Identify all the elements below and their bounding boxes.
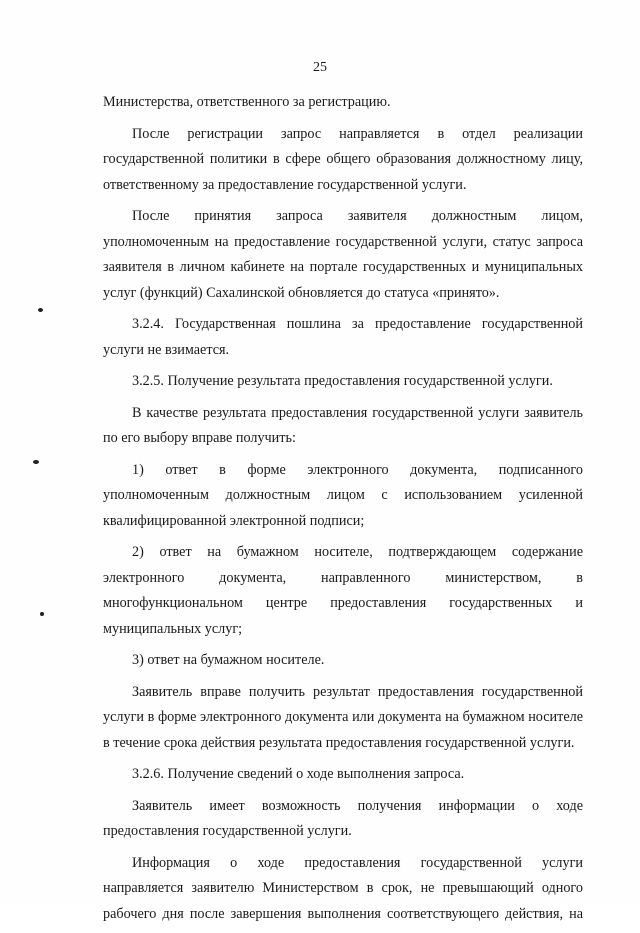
text-line: электронного документа, направленного министерством, в: [103, 569, 583, 586]
text-line: муниципальных услуг;: [103, 620, 243, 637]
text-line: 3) ответ на бумажном носителе.: [132, 652, 325, 668]
text-line: В качестве результата предоставления государственной услуги заявитель: [132, 404, 583, 421]
paragraph: [103, 851, 583, 928]
text-line: уполномоченным должностным лицом с использованием усиленной: [103, 487, 583, 503]
text-line: рабочего дня после завершения выполнения соответствующего действия, на: [103, 905, 583, 922]
scan-speck: [40, 612, 44, 616]
page-number: 25: [313, 60, 327, 75]
text-line: 2) ответ на бумажном носителе, подтверждающем содержание: [132, 544, 583, 560]
scan-speck: [38, 308, 43, 312]
text-line: предоставления государственной услуги.: [103, 823, 352, 839]
text-line: квалифицированной электронной подписи;: [103, 512, 365, 529]
paragraph: [103, 458, 583, 535]
paragraph: [103, 680, 583, 757]
paragraph: [103, 762, 583, 788]
text-line: 3.2.5. Получение результата предоставления государственной услуги.: [132, 373, 553, 389]
text-line: 1) ответ в форме электронного документа, подписанного: [132, 461, 583, 478]
text-line: по его выбору вправе получить:: [103, 430, 296, 446]
scan-mark: “: [462, 868, 467, 878]
text-line: После регистрации запрос направляется в отдел реализации: [132, 125, 583, 142]
text-line: Министерства, ответственного за регистрацию.: [103, 94, 391, 110]
scan-speck: [33, 460, 39, 464]
text-line: После принятия запроса заявителя должностным лицом,: [132, 208, 583, 224]
text-line: заявителя в личном кабинете на портале государственных и муниципальных: [103, 259, 583, 275]
text-line: услуг (функций) Сахалинской обновляется до статуса «принято».: [103, 284, 500, 301]
paragraph: [103, 90, 583, 116]
text-line: государственной политики в сфере общего образования должностному лицу,: [103, 151, 583, 167]
text-line: уполномоченным на предоставление государственной услуги, статус запроса: [103, 233, 583, 250]
paragraph: [103, 312, 583, 363]
paragraph: [103, 122, 583, 199]
text-line: в течение срока действия результата предоставления государственной услуги.: [103, 734, 575, 751]
text-line: многофункциональном центре предоставления государственных и: [103, 595, 583, 611]
text-line: услуги в форме электронного документа или документа на бумажном носителе: [103, 709, 583, 725]
text-line: Заявитель вправе получить результат предоставления государственной: [132, 683, 583, 700]
text-line: направляется заявителю Министерством в срок, не превышающий одного: [103, 880, 583, 896]
text-line: 3.2.4. Государственная пошлина за предоставление государственной: [132, 316, 583, 332]
paragraph: [103, 540, 583, 642]
paragraph: [103, 369, 583, 395]
text-line: Заявитель имеет возможность получения информации о ходе: [132, 797, 583, 814]
paragraph: [103, 204, 583, 306]
text-line: 3.2.6. Получение сведений о ходе выполнения запроса.: [132, 766, 465, 782]
paragraph: [103, 794, 583, 845]
text-line: услуги не взимается.: [103, 341, 230, 358]
text-line: Информация о ходе предоставления государственной услуги: [132, 854, 583, 871]
text-line: ответственному за предоставление государственной услуги.: [103, 176, 467, 193]
document-body: [103, 90, 583, 933]
paragraph: [103, 648, 583, 674]
paragraph: [103, 401, 583, 452]
